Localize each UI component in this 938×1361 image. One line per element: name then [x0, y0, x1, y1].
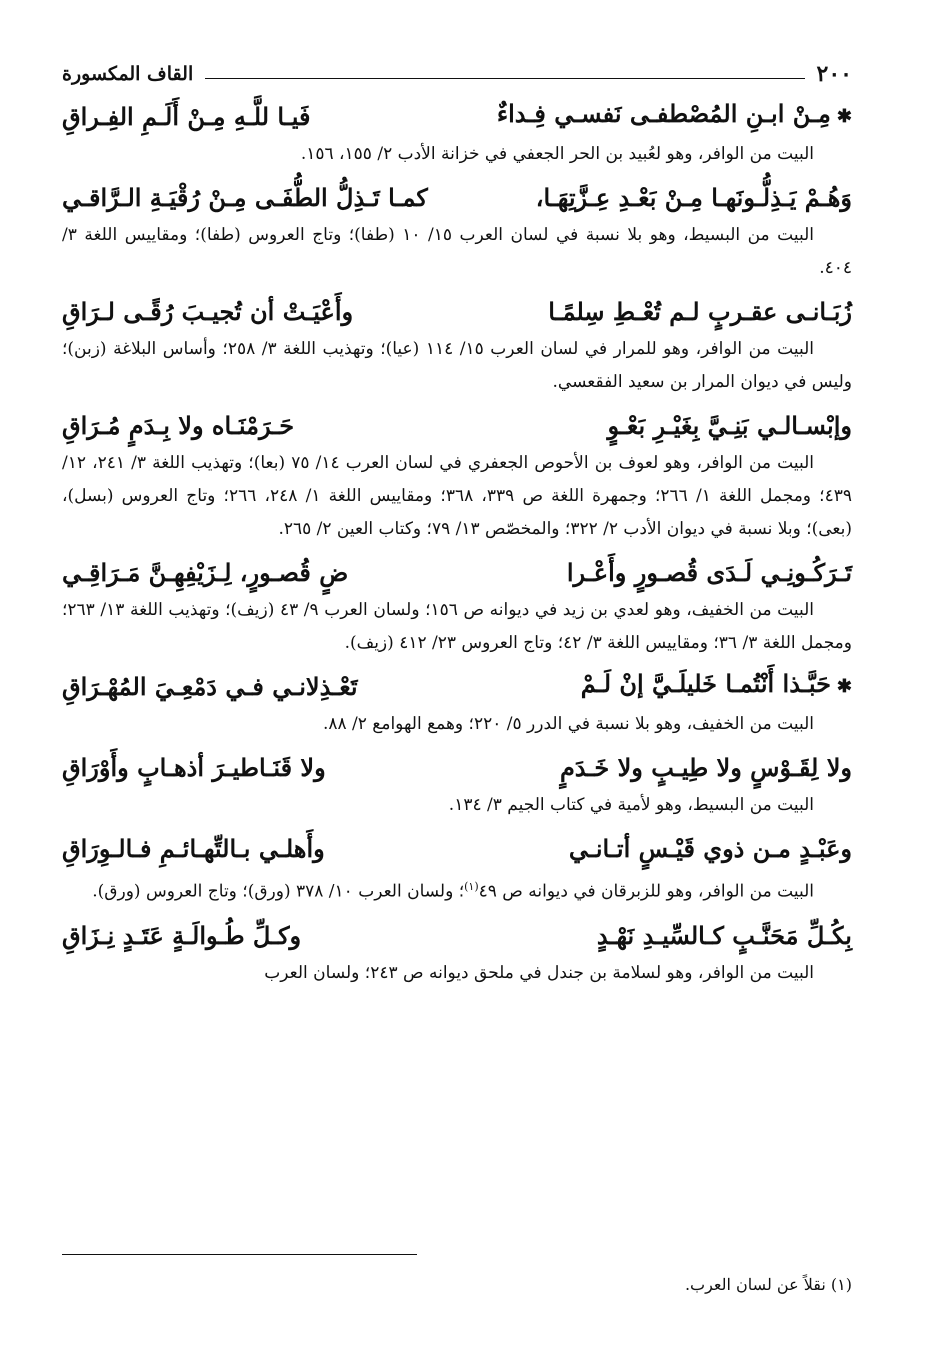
verse-note: البيت من الوافر، وهو لعوف بن الأحوص الجعفري في لسان العرب ١٤/ ٧٥ (بعا)؛ وتهذيب اللغة ٣/ ٢٤١، ١٢/ ٤٣٩؛ ومجمل اللغة ١/ ٢٦٦؛ وجمهرة اللغة ص ٣٣٩، ٣٦٨؛ ومقاييس اللغة ١/ ٢٤٨، ٢٦٦؛ وتاج العروس (بسل)، (بعى)؛ وبلا نسبة في ديوان الأدب ٢/ ٣٢٢؛ والمخصّص ١٣/ ٧٩؛ وكتاب العين ٢/ ٢٦٥.	[62, 453, 852, 539]
verse-note: البيت من الوافر، وهو لعُبيد بن الحر الجعفي في خزانة الأدب ٢/ ١٥٥، ١٥٦.	[300, 144, 814, 164]
verse	[62, 96, 852, 136]
verse-hemistich-second: وكـلِّ طُـوالَـةٍ عَتَـدٍ نِـزَاقِ	[62, 920, 302, 950]
verse-hemistich-first: تَـرَكُـونِـي لَـدَى قُصـورٍ وأَعْـرا	[566, 558, 852, 587]
footnote-rule	[62, 1254, 417, 1255]
footnote: (١) نقلاً عن لسان العرب.	[684, 1275, 852, 1294]
verse-hemistich-first: ✱حَبَّـذا أَنْتُمـا خَليلَـيَّ إنْ لَـمْ	[580, 669, 852, 698]
verse-hemistich-first: وعَبْـدٍ مـن ذوي قَيْـسٍ أتـانـي	[568, 834, 852, 863]
page-number: ٢٠٠	[816, 61, 852, 87]
verse	[62, 291, 852, 331]
verse	[62, 747, 852, 787]
verse	[62, 405, 852, 445]
verse-note: البيت من الوافر، وهو للمرار في لسان العرب ١٥/ ١١٤ (عيا)؛ وتهذيب اللغة ٣/ ٢٥٨؛ وأساس البلاغة (زبن)؛ وليس في ديوان المرار بن سعيد الفقعسي.	[62, 339, 852, 392]
page-header	[62, 58, 852, 90]
star-marker: ✱	[836, 676, 852, 697]
verse	[62, 828, 852, 868]
verse-note: البيت من الخفيف، وهو لعدي بن زيد في ديوانه ص ١٥٦؛ ولسان العرب ٩/ ٤٣ (زيف)؛ وتهذيب اللغة ١٣/ ٢٦٣؛ ومجمل اللغة ٣/ ٣٦؛ ومقاييس اللغة ٣/ ٤٢؛ وتاج العروس ٢٣/ ٤١٢ (زيف).	[62, 600, 852, 653]
verse	[62, 552, 852, 592]
verse-hemistich-second: كمـا تَـذِلُّ الطُّفَـى مِـنْ رُقْيَـةِ الـرَّاقـي	[62, 183, 428, 212]
section-title: القاف المكسورة	[62, 63, 194, 85]
verse	[62, 915, 852, 955]
verse-hemistich-first: ولا لِقَـوْسٍ ولا طِيـبٍ ولا خَـدَمٍ	[559, 753, 852, 782]
verse-hemistich-second: فَيـا للَّـهِ مِـنْ أَلَـمِ الفِـراقِ	[62, 102, 311, 131]
verse-note: البيت من البسيط، وهو بلا نسبة في لسان العرب ١٥/ ١٠ (طفا)؛ وتاج العروس (طفا)؛ ومقاييس اللغة ٣/ ٤٠٤.	[62, 225, 852, 278]
verse	[62, 666, 852, 706]
verse-hemistich-second: حَـرَمْنَـاه ولا بِـدَمٍ مُـرَاقِ	[62, 411, 295, 440]
verse-hemistich-second: تَعْـذِلانـي فـي دَمْعِـيَ المُهْـرَاقِ	[62, 672, 358, 701]
verse-note: البيت من الخفيف، وهو بلا نسبة في الدرر ٥/ ٢٢٠؛ وهمع الهوامع ٢/ ٨٨.	[322, 714, 814, 734]
verse-hemistich-second: ولا قَنَـاطيـرَ أذهـابٍ وأَوْرَاقِ	[62, 753, 326, 782]
header-rule	[205, 78, 804, 79]
page	[62, 58, 852, 1318]
verse-hemistich-first: وَهُـمْ يَـذِلُّـونَهـا مِـنْ بَعْـدِ عِـزَّتِهَـا،	[535, 183, 852, 212]
verse-hemistich-first: زُبَـانـى عقـربٍ لـم تُعْـطِ سِلمًـا	[548, 297, 852, 326]
verse-hemistich-second: وأَعْيَـتْ أن تُجيـبَ رُقًـى لـرَاقِ	[62, 297, 354, 326]
verse-note: البيت من البسيط، وهو لأمية في كتاب الجيم ٣/ ١٣٤.	[448, 795, 814, 815]
verse-hemistich-first: وإبْسـالـي بَنِـيَّ بِغَيْـرِ بَعْـوٍ	[607, 411, 852, 440]
verse	[62, 177, 852, 217]
verse-note: البيت من الوافر، وهو لسلامة بن جندل في ملحق ديوانه ص ٢٤٣؛ ولسان العرب	[264, 962, 814, 983]
footnote-ref: (١)	[464, 880, 479, 893]
star-marker: ✱	[836, 106, 852, 127]
verse-hemistich-second: وأَهلـي بـالتِّهـائـمِ فـالـوِرَاقِ	[62, 834, 325, 863]
verse-note: البيت من الوافر، وهو للزبرقان في ديوانه ص ٤٩$^{(١)}$؛ ولسان العرب ١٠/ ٣٧٨ (ورق)؛ وتاج العروس (ورق).	[92, 880, 814, 902]
verse-hemistich-first: ✱مِـنْ ابـنِ المُصْطفـى نَفسـي فِـداءٌ	[496, 99, 852, 128]
verse-hemistich-first: بِكُـلِّ مَحَنَّـبٍ كـالسِّيـدِ نَهْـدٍ	[596, 920, 852, 950]
verse-hemistich-second: ضٍ قُصـورٍ، لِـزَيْفِهِـنَّ مَـرَاقِـي	[62, 558, 349, 587]
